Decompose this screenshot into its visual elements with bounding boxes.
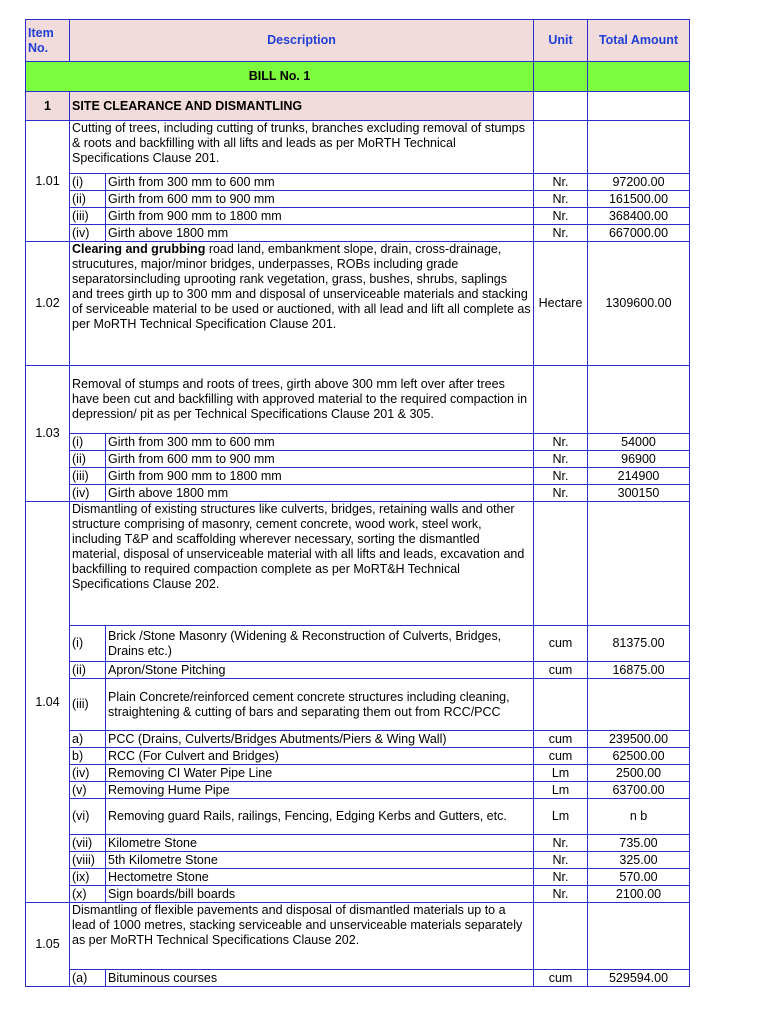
sub-item-description: Kilometre Stone — [106, 835, 534, 852]
unit-cell — [534, 903, 588, 970]
table-row — [26, 502, 690, 626]
sub-item-code: (ii) — [70, 451, 106, 468]
amount-cell — [588, 121, 690, 174]
item-description: Cutting of trees, including cutting of trunks, branches excluding removal of stumps & roots and backfilling with all lifts and leads as per MoRTH Technical Specifications Clause 201. — [70, 121, 534, 174]
sub-item-unit: cum — [534, 662, 588, 679]
sub-item-code: (v) — [70, 782, 106, 799]
sub-item-code: b) — [70, 748, 106, 765]
sub-item-unit: Nr. — [534, 468, 588, 485]
item-amount: 1309600.00 — [588, 242, 690, 366]
section-unit-cell — [534, 92, 588, 121]
section-title: SITE CLEARANCE AND DISMANTLING — [70, 92, 534, 121]
bill-unit-cell — [534, 62, 588, 92]
unit-cell — [534, 366, 588, 434]
header-total-amount: Total Amount — [588, 20, 690, 62]
sub-item-amount: 735.00 — [588, 835, 690, 852]
sub-item-unit: cum — [534, 731, 588, 748]
sub-item-description: Bituminous courses — [106, 970, 534, 987]
sub-item-description: RCC (For Culvert and Bridges) — [106, 748, 534, 765]
sub-item-unit: Nr. — [534, 174, 588, 191]
sub-item-unit: Nr. — [534, 835, 588, 852]
sub-item-description: Girth from 300 mm to 600 mm — [106, 434, 534, 451]
table-row — [26, 468, 690, 485]
sub-item-description: Girth from 900 mm to 1800 mm — [106, 208, 534, 225]
table-row — [26, 731, 690, 748]
sub-item-unit: cum — [534, 748, 588, 765]
sub-item-code: (vi) — [70, 799, 106, 835]
sub-item-amount: 214900 — [588, 468, 690, 485]
sub-item-amount: 16875.00 — [588, 662, 690, 679]
sub-item-description: Girth from 600 mm to 900 mm — [106, 191, 534, 208]
table-row — [26, 970, 690, 987]
sub-item-amount: 2500.00 — [588, 765, 690, 782]
sub-item-description: Girth above 1800 mm — [106, 225, 534, 242]
table-row — [26, 679, 690, 731]
table-row — [26, 191, 690, 208]
sub-item-unit: Nr. — [534, 434, 588, 451]
sub-item-unit: Nr. — [534, 869, 588, 886]
section-amount-cell — [588, 92, 690, 121]
sub-item-unit: Nr. — [534, 225, 588, 242]
table-row — [26, 225, 690, 242]
sub-item-amount — [588, 679, 690, 731]
item-description-text: road land, embankment slope, drain, cross-drainage, strucutures, major/minor bridges, underpasses, ROBs including grade separatorsincluding uprooting rank vegetation, grass, bushes, shrubs, saplings and trees girth up to 300 mm and disposal of unserviceable materials and stacking of serviceable material to be used or auctioned, with all lead and lift all complete as per MoRTH Technical Specification Clause 201. — [72, 242, 531, 331]
item-description: Removal of stumps and roots of trees, girth above 300 mm left over after trees have been cut and backfilling with approved material to the required compaction in depression/ pit as per Technical Specifications Clause 201 & 305. — [70, 366, 534, 434]
sub-item-amount: 667000.00 — [588, 225, 690, 242]
sub-item-amount: 300150 — [588, 485, 690, 502]
sub-item-description: Plain Concrete/reinforced cement concrete structures including cleaning, straightening & cutting of bars and separating them out from RCC/PCC — [106, 679, 534, 731]
amount-cell — [588, 502, 690, 626]
item-number: 1.05 — [26, 903, 70, 987]
sub-item-code: (iii) — [70, 208, 106, 225]
sub-item-amount: 239500.00 — [588, 731, 690, 748]
sub-item-code: (i) — [70, 434, 106, 451]
sub-item-code: (ii) — [70, 191, 106, 208]
boq-table — [25, 19, 690, 987]
sub-item-description: Girth above 1800 mm — [106, 485, 534, 502]
table-row — [26, 434, 690, 451]
sub-item-description: Brick /Stone Masonry (Widening & Reconstruction of Culverts, Bridges, Drains etc.) — [106, 626, 534, 662]
item-description: Dismantling of existing structures like culverts, bridges, retaining walls and other structure comprising of masonry, cement concrete, wood work, steel work, including T&P and scaffolding wherever necessary, sorting the dismantled material, disposal of unserviceable material with all lifts and leads, excavation and backfilling to required compaction complete as per MoRT&H Technical Specifications Clause 202. — [70, 502, 534, 626]
sub-item-amount: 62500.00 — [588, 748, 690, 765]
item-number: 1.04 — [26, 502, 70, 903]
sub-item-code: (a) — [70, 970, 106, 987]
sub-item-description: PCC (Drains, Culverts/Bridges Abutments/Piers & Wing Wall) — [106, 731, 534, 748]
sub-item-unit: Nr. — [534, 852, 588, 869]
item-number: 1.01 — [26, 121, 70, 242]
table-row — [26, 208, 690, 225]
sub-item-amount: 161500.00 — [588, 191, 690, 208]
table-row — [26, 121, 690, 174]
sub-item-unit: Nr. — [534, 485, 588, 502]
sub-item-code: (viii) — [70, 852, 106, 869]
unit-cell — [534, 502, 588, 626]
amount-cell — [588, 366, 690, 434]
sub-item-description: Girth from 300 mm to 600 mm — [106, 174, 534, 191]
table-row — [26, 748, 690, 765]
table-row — [26, 366, 690, 434]
sub-item-description: Removing guard Rails, railings, Fencing, Edging Kerbs and Gutters, etc. — [106, 799, 534, 835]
section-row — [26, 92, 690, 121]
sub-item-unit — [534, 679, 588, 731]
table-row — [26, 903, 690, 970]
sub-item-code: (i) — [70, 626, 106, 662]
table-row — [26, 451, 690, 468]
sub-item-description: Girth from 900 mm to 1800 mm — [106, 468, 534, 485]
sub-item-amount: 96900 — [588, 451, 690, 468]
item-description — [70, 242, 534, 366]
table-row — [26, 799, 690, 835]
header-description: Description — [70, 20, 534, 62]
table-row — [26, 852, 690, 869]
item-number: 1.03 — [26, 366, 70, 502]
item-lead-text: Clearing and grubbing — [72, 242, 206, 256]
sub-item-description: Hectometre Stone — [106, 869, 534, 886]
sub-item-amount: 368400.00 — [588, 208, 690, 225]
table-row — [26, 765, 690, 782]
sub-item-unit: cum — [534, 626, 588, 662]
sub-item-amount: 97200.00 — [588, 174, 690, 191]
table-row — [26, 835, 690, 852]
table-row — [26, 242, 690, 366]
sub-item-code: (vii) — [70, 835, 106, 852]
sub-item-amount: n b — [588, 799, 690, 835]
sub-item-amount: 54000 — [588, 434, 690, 451]
section-number: 1 — [26, 92, 70, 121]
sub-item-description: Removing Hume Pipe — [106, 782, 534, 799]
sub-item-unit: Lm — [534, 782, 588, 799]
sub-item-code: (iv) — [70, 225, 106, 242]
sub-item-unit: Lm — [534, 799, 588, 835]
sub-item-code: (ii) — [70, 662, 106, 679]
sub-item-code: (iii) — [70, 468, 106, 485]
sub-item-description: Removing CI Water Pipe Line — [106, 765, 534, 782]
sub-item-code: (ix) — [70, 869, 106, 886]
table-row — [26, 626, 690, 662]
sub-item-unit: Nr. — [534, 208, 588, 225]
bill-title: BILL No. 1 — [26, 62, 534, 92]
item-number: 1.02 — [26, 242, 70, 366]
sub-item-description: Apron/Stone Pitching — [106, 662, 534, 679]
sub-item-amount: 529594.00 — [588, 970, 690, 987]
sub-item-code: (iv) — [70, 765, 106, 782]
bill-row — [26, 62, 690, 92]
item-description: Dismantling of flexible pavements and disposal of dismantled materials up to a lead of 1000 metres, stacking serviceable and unserviceable materials separately as per MoRTH Technical Specifications Clause 202. — [70, 903, 534, 970]
sub-item-code: a) — [70, 731, 106, 748]
sub-item-unit: Nr. — [534, 886, 588, 903]
table-row — [26, 485, 690, 502]
sub-item-description: 5th Kilometre Stone — [106, 852, 534, 869]
item-unit: Hectare — [534, 242, 588, 366]
sub-item-code: (iii) — [70, 679, 106, 731]
table-row — [26, 886, 690, 903]
amount-cell — [588, 903, 690, 970]
sub-item-description: Sign boards/bill boards — [106, 886, 534, 903]
sub-item-amount: 81375.00 — [588, 626, 690, 662]
sub-item-code: (i) — [70, 174, 106, 191]
table-row — [26, 174, 690, 191]
table-row — [26, 869, 690, 886]
header-unit: Unit — [534, 20, 588, 62]
sub-item-unit: cum — [534, 970, 588, 987]
table-row — [26, 662, 690, 679]
sub-item-code: (x) — [70, 886, 106, 903]
header-row — [26, 20, 690, 62]
sub-item-description: Girth from 600 mm to 900 mm — [106, 451, 534, 468]
table-row — [26, 782, 690, 799]
sub-item-amount: 2100.00 — [588, 886, 690, 903]
bill-amount-cell — [588, 62, 690, 92]
sub-item-unit: Lm — [534, 765, 588, 782]
sub-item-amount: 325.00 — [588, 852, 690, 869]
sub-item-unit: Nr. — [534, 191, 588, 208]
sub-item-amount: 63700.00 — [588, 782, 690, 799]
unit-cell — [534, 121, 588, 174]
sub-item-code: (iv) — [70, 485, 106, 502]
header-item-no: Item No. — [26, 20, 70, 62]
sub-item-unit: Nr. — [534, 451, 588, 468]
sub-item-amount: 570.00 — [588, 869, 690, 886]
